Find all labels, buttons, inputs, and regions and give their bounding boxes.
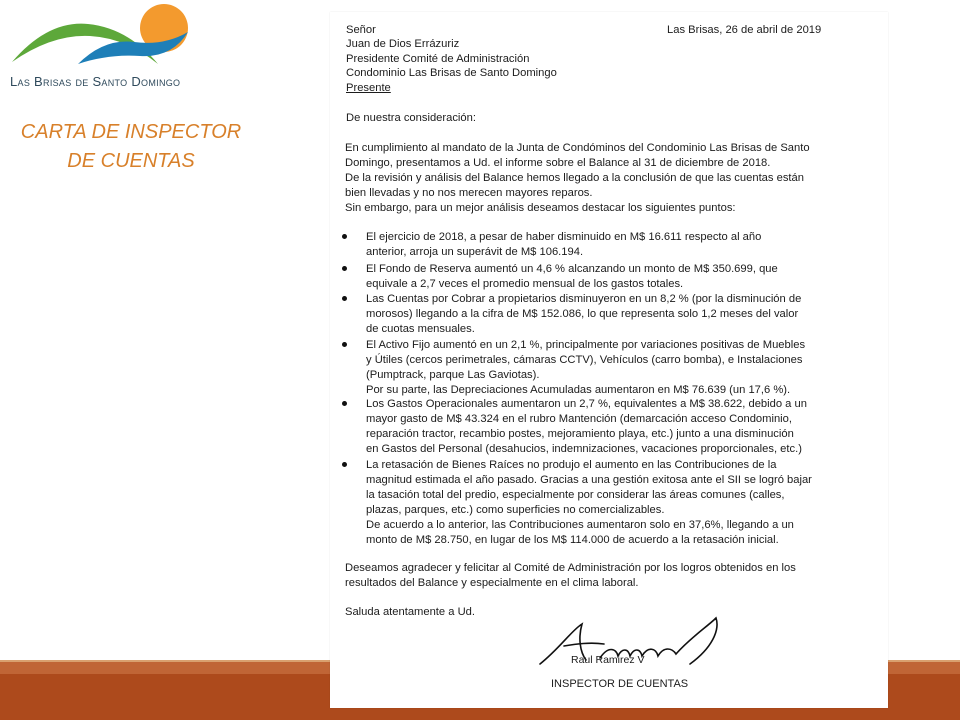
recipient-line: Juan de Dios Errázuriz: [346, 38, 460, 50]
signer-title: INSPECTOR DE CUENTAS: [551, 678, 689, 690]
intro-line: Domingo, presentamos a Ud. el informe sobre el Balance al 31 de diciembre de 2018.: [345, 157, 771, 169]
brand-logo: [8, 2, 208, 98]
recipient-line: Presente: [346, 82, 391, 94]
point-line: El ejercicio de 2018, a pesar de haber disminuido en M$ 16.611 respecto al año: [366, 231, 762, 243]
point-line: anterior, arroja un superávit de M$ 106.194.: [366, 246, 584, 258]
point-line: monto de M$ 28.750, en lugar de los M$ 114.000 de acuerdo a la retasación inicial.: [366, 534, 779, 546]
intro-line: bien llevadas y no nos merecen mayores reparos.: [345, 187, 593, 199]
brand-logo-graphic: [8, 2, 208, 74]
point-line: y Útiles (cercos perimetrales, cámaras CCTV), Vehículos (carro bomba), e Instalaciones: [366, 354, 803, 366]
slide-title-line: CARTA DE INSPECTOR: [20, 121, 242, 143]
bullet-icon: [342, 342, 347, 347]
point-line: plazas, parques, etc.) como superficies no comercializables.: [366, 504, 665, 516]
signature-icon: [530, 608, 730, 678]
recipient-line: Señor: [346, 24, 376, 36]
closing-line: resultados del Balance y especialmente en el clima laboral.: [345, 577, 639, 589]
greeting: De nuestra consideración:: [346, 112, 476, 124]
intro-line: En cumplimiento al mandato de la Junta de Condóminos del Condominio Las Brisas de Santo: [345, 142, 810, 154]
point-line: La retasación de Bienes Raíces no produjo el aumento en las Contribuciones de la: [366, 459, 777, 471]
brand-name: Las Brisas de Santo Domingo: [10, 74, 181, 89]
closing-line: Deseamos agradecer y felicitar al Comité de Administración por los logros obtenidos en los: [345, 562, 796, 574]
letter-page: [330, 12, 888, 708]
bullet-icon: [342, 266, 347, 271]
slide-title: [0, 118, 262, 176]
point-line: Los Gastos Operacionales aumentaron un 2,7 %, equivalentes a M$ 38.622, debido a un: [366, 398, 807, 410]
point-line: magnitud estimada el año pasado. Gracias a una gestión exitosa ante el SII se logró bajar: [366, 474, 812, 486]
point-line: El Fondo de Reserva aumentó un 4,6 % alcanzando un monto de M$ 350.699, que: [366, 263, 778, 275]
bullet-icon: [342, 401, 347, 406]
point-line: de cuotas mensuales.: [366, 323, 475, 335]
letter-date: Las Brisas, 26 de abril de 2019: [667, 24, 822, 36]
bullet-icon: [342, 234, 347, 239]
farewell: Saluda atentamente a Ud.: [345, 606, 475, 618]
point-line: la tasación total del predio, especialmente por considerar las áreas comunes (calles,: [366, 489, 785, 501]
intro-paragraph: [345, 141, 850, 216]
point-line: mayor gasto de M$ 43.324 en el rubro Mantención (demarcación acceso Condominio,: [366, 413, 792, 425]
recipient-line: Condominio Las Brisas de Santo Domingo: [346, 67, 557, 79]
closing-paragraph: [345, 561, 850, 591]
point-line: Por su parte, las Depreciaciones Acumuladas aumentaron en M$ 76.639 (un 17,6 %).: [366, 384, 791, 396]
bullet-icon: [342, 462, 347, 467]
point-line: El Activo Fijo aumentó en un 2,1 %, principalmente por variaciones positivas de Muebles: [366, 339, 806, 351]
signer-name: Raul Ramirez V: [571, 654, 645, 666]
recipient-line: Presidente Comité de Administración: [346, 53, 530, 65]
point-line: Las Cuentas por Cobrar a propietarios disminuyeron en un 8,2 % (por la disminución de: [366, 293, 802, 305]
point-line: morosos) llegando a la cifra de M$ 152.086, lo que representa solo 1,2 meses del valor: [366, 308, 799, 320]
point-line: reparación tractor, recambio postes, mejoramiento playa, etc.) junto a una disminución: [366, 428, 794, 440]
point-line: en Gastos del Personal (desahucios, indemnizaciones, vacaciones proporcionales, etc.): [366, 443, 802, 455]
point-line: De acuerdo a lo anterior, las Contribuciones aumentaron solo en 37,6%, llegando a un: [366, 519, 794, 531]
slide-title-line: DE CUENTAS: [67, 150, 195, 172]
point-line: (Pumptrack, parque Las Gaviotas).: [366, 369, 540, 381]
bullet-icon: [342, 296, 347, 301]
point-line: equivale a 2,7 veces el promedio mensual de los gastos totales.: [366, 278, 684, 290]
intro-line: De la revisión y análisis del Balance hemos llegado a la conclusión de que las cuentas están: [345, 172, 804, 184]
intro-line: Sin embargo, para un mejor análisis deseamos destacar los siguientes puntos:: [345, 202, 736, 214]
